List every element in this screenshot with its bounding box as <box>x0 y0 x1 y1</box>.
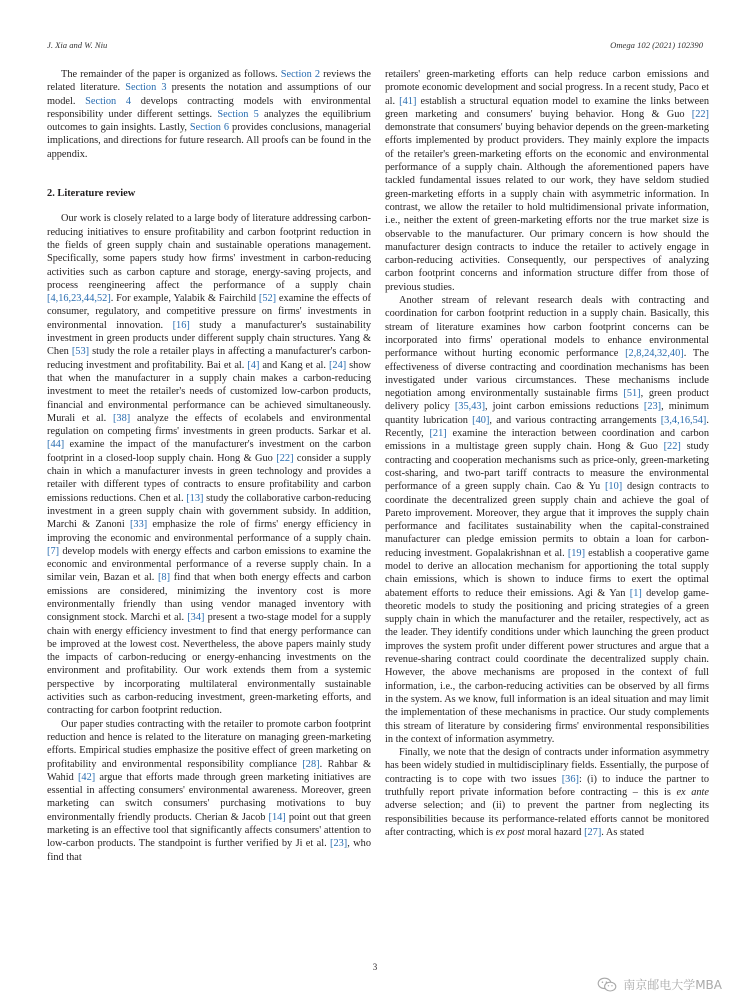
citation-link[interactable]: [4] <box>247 359 260 371</box>
citation-link[interactable]: [8] <box>157 572 171 584</box>
citation-link[interactable]: [19] <box>567 547 586 559</box>
section-5-link[interactable]: Section 5 <box>217 108 259 120</box>
paragraph-carbon-reducing: Our work is closely related to a large body of literature addressing carbon-reducing initiatives to ensure profitability and carbon footprint reduction in the fields of green supply chain and sustainable operations management. Specifically, some papers study how firms' investment in carbon-reducing activities such as carbon capture and storage, energy-saving projects, and process reengineering affect the performance of a supply chain [4,16,23,44,52]. For example, Yalabik & Fairchild [52] examine the effects of consumer, regulatory, and competitive pressure on firms' investments in environmental innovation. [16] study a manufacturer's sustainability investment in green products under different supply chain structures. Yang & Chen [53] study the role a retailer plays in affecting a manufacturer's carbon-reducing investment and profitability. Bai et al. [4] and Kang et al. [24] show that when the manufacturer in a supply chain makes a carbon-reducing investment to meet the retailer's needs of customized low-carbon products, financial and environmental performance can be achieved simultaneously. Murali et al. [38] analyze the effects of ecolabels and environmental regulation on competing firms' investments in green products. Sarkar et al. [44] examine the impact of the manufacturer's investment on the carbon footprint in a closed-loop supply chain. Hong & Guo [22] consider a supply chain in which a manufacturer invests in green technology and provides a retailer with different types of contracts to ensure profitability and carbon emissions reductions. Chen et al. [13] study the collaborative carbon-reducing investment in a green supply chain with government subsidy. In addition, Marchi & Zanoni [33] emphasize the role of firms' energy efficiency in improving the economic and environmental performance of a supply chain. [7] develop models with energy effects and carbon emissions to examine the economic and environmental performance of a reverse supply chain. In a similar vein, Bazan et al. [8] find that when both energy effects and carbon emissions are considered, minimizing the inventory cost is more environmentally friendly than using vendor managed inventory with consignment stock. Marchi et al. [34] present a two-stage model for a supply chain with energy efficiency investment to find that energy performance can be improved at the lowest cost. Nevertheless, the above papers mainly study the impacts of carbon-reducing or energy-enhancing investments on the environment and profitability. Our work extends them from a systemic perspective by incorporating multilateral environmentally sustainable activities such as carbon-reducing investment, green-marketing efforts, and contracting for carbon footprint reduction. <box>47 213 372 717</box>
citation-link[interactable]: [27] <box>584 826 602 838</box>
citation-link[interactable]: [28] <box>302 758 320 770</box>
running-header-journal: Omega 102 (2021) 102390 <box>610 40 703 50</box>
right-column <box>385 68 709 839</box>
ex-post-term: ex post <box>495 826 525 838</box>
citation-link[interactable]: [13] <box>186 492 204 504</box>
paragraph-continued: retailers' green-marketing efforts can help reduce carbon emissions and promote economic development and social progress. In a recent study, Paco et al. [41] establish a structural equation model to examine the links between green marketing and consumers' buying behavior. Hong & Guo [22] demonstrate that consumers' buying behavior depends on the green-marketing efforts implemented by product providers. They mainly explore the impacts of the retailer's green-marketing efforts on the economic and environmental performance of a supply chain. Although the aforementioned papers have tackled fundamental issues related to our work, they have seldom studied green-marketing efforts in a supply chain with asymmetric information. In contrast, we allow the retailer to hold multidimensional private information, i.e., neither the extent of green-marketing efforts nor the true market size is observable to the manufacturer. Our primary concern is how should the manufacturer design contracts to induce the retailer to actively engage in carbon-reducing activities. Consequently, our perspectives of analyzing carbon footprint concerns and information structure differ from those of previous studies. <box>385 69 709 293</box>
citation-link[interactable]: [52] <box>258 293 277 305</box>
citation-link[interactable]: [24] <box>328 359 347 371</box>
citation-link[interactable]: [1] <box>629 587 642 599</box>
citation-link[interactable]: [22] <box>276 452 294 464</box>
citation-link[interactable]: [44] <box>47 439 65 451</box>
paragraph-green-marketing: Our paper studies contracting with the retailer to promote carbon footprint reduction and hence is related to the literature on managing green-marketing efforts. Empirical studies emphasize the positive effect of green marketing on profitability and environmental responsibility compliance [28]. Rahbar & Wahid [42] argue that efforts made through green marketing initiatives are essential in affecting consumers' environmental awareness. Moreover, green marketing can switch consumers' purchasing motivations to buy environmentally friendly products. Cherian & Jacob [14] point out that green marketing is an effective tool that significantly affects consumers' attention to low-carbon products. The standpoint is further verified by Ji et al. [23], who find that <box>47 718 371 863</box>
citation-link[interactable]: [16] <box>172 319 190 331</box>
section-2-link[interactable]: Section 2 <box>280 69 321 80</box>
citation-link[interactable]: [22] <box>691 108 709 120</box>
watermark-text: 南京邮电大学MBA <box>623 978 722 992</box>
citation-link[interactable]: [10] <box>604 481 623 493</box>
citation-link[interactable]: [42] <box>77 771 96 783</box>
citation-link[interactable]: [23] <box>330 838 348 850</box>
citation-link[interactable]: [51] <box>623 388 641 400</box>
section-heading-literature-review: 2. Literature review <box>47 188 136 200</box>
citation-link[interactable]: [38] <box>112 412 131 424</box>
citation-link[interactable]: [53] <box>71 346 90 358</box>
citation-link[interactable]: [22] <box>663 441 681 453</box>
citation-link[interactable]: [41] <box>399 95 417 107</box>
ex-ante-term: ex ante <box>676 787 710 799</box>
wechat-watermark <box>597 976 722 993</box>
paragraph-information-asymmetry: Finally, we note that the design of contracts under information asymmetry has been widely studied in multidisciplinary fields. Essentially, the purpose of contracting is to cope with two issues [36]: (i) to induce the partner to truthfully report private information before contracting – this is ex ante adverse selection; and (ii) to prevent the partner from neglecting its responsibilities because its performance-related efforts cannot be monitored after contracting, which is ex post moral hazard [27]. As stated <box>385 747 710 838</box>
citation-link[interactable]: [34] <box>187 612 205 624</box>
citation-link[interactable]: [4,16,23,44,52] <box>47 293 111 305</box>
citation-link[interactable]: [2,8,24,32,40] <box>625 348 684 360</box>
section-6-link[interactable]: Section 6 <box>189 122 230 134</box>
citation-link[interactable]: [21] <box>429 428 447 440</box>
section-4-link[interactable]: Section 4 <box>85 95 132 107</box>
running-header-authors: J. Xia and W. Niu <box>47 40 108 50</box>
citation-link[interactable]: [14] <box>268 811 286 823</box>
paragraph-organization: The remainder of the paper is organized as follows. Section 2 reviews the related literature. Section 3 presents the notation and assumptions of our model. Section 4 develops contracting models with environmental responsibility under different settings. Section 5 analyzes the equilibrium outcomes to gain insights. Lastly, Section 6 provides conclusions, managerial implications, and directions for future research. All proofs can be found in the appendix. <box>47 69 371 160</box>
section-3-link[interactable]: Section 3 <box>125 82 167 94</box>
citation-link[interactable]: [23] <box>643 401 662 413</box>
wechat-icon <box>597 977 617 993</box>
page-number: 3 <box>372 962 378 972</box>
citation-link[interactable]: [33] <box>129 519 148 531</box>
citation-link[interactable]: [36] <box>561 773 579 785</box>
citation-link[interactable]: [40] <box>472 414 490 426</box>
citation-link[interactable]: [3,4,16,54] <box>660 414 707 426</box>
left-column <box>47 68 371 864</box>
paragraph-contracting-coordination: Another stream of relevant research deals with contracting and coordination for carbon footprint reduction in a supply chain. Basically, this stream of literature examines how carbon footprint concerns can be incorporated into firms' operational models to enhance environmental performance without hurting economic performance [2,8,24,32,40]. The effectiveness of diverse contracting and coordination mechanisms has been investigated under various circumstances. These mechanisms include negotiation among environmentally sustainable firms [51], green product delivery policy [35,43], joint carbon emissions reductions [23], minimum quantity lubrication [40], and various contracting arrangements [3,4,16,54]. Recently, [21] examine the interaction between coordination and carbon emissions in a multistage green supply chain. Hong & Guo [22] study contracting and cooperation mechanisms such as price-only, green-marketing cost-sharing, and two-part tariff contracts to measure the environmental performance of a green supply chain. Cao & Yu [10] design contracts to coordinate the decentralized green supply chain and achieve the goal of Pareto improvement. Moreover, they argue that it improves the supply chain performance and facilitates sustainability when the capital-constrained manufacturer can pledge emission permits to obtain a loan for carbon-reducing investment. Gopalakrishnan et al. [19] establish a cooperative game model to derive an allocation mechanism for apportioning the total supply chain emissions, which is shown to induce firms to exert the optimal abatement efforts to reduce their emissions. Agi & Yan [1] develop game-theoretic models to study the positioning and pricing strategies of a green supply chain in which the manufacturer and the retailer, respectively, act as the leader. They identify conditions under which launching the green product improves the system profit under different power structures and argue that a revenue-sharing contract could coordinate the decentralized supply chain. However, the above mechanisms are proposed in the context of full information, i.e., the carbon-reducing activities can be observed by all firms in the system. As we know, full information is an ideal situation and may limit the implementation of these mechanisms in practice. Our study complements this stream of literature by considering firms' environmental responsibilities in the context of information asymmetry. <box>385 295 710 745</box>
citation-link[interactable]: [7] <box>47 545 60 557</box>
citation-link[interactable]: [35,43] <box>454 401 486 413</box>
